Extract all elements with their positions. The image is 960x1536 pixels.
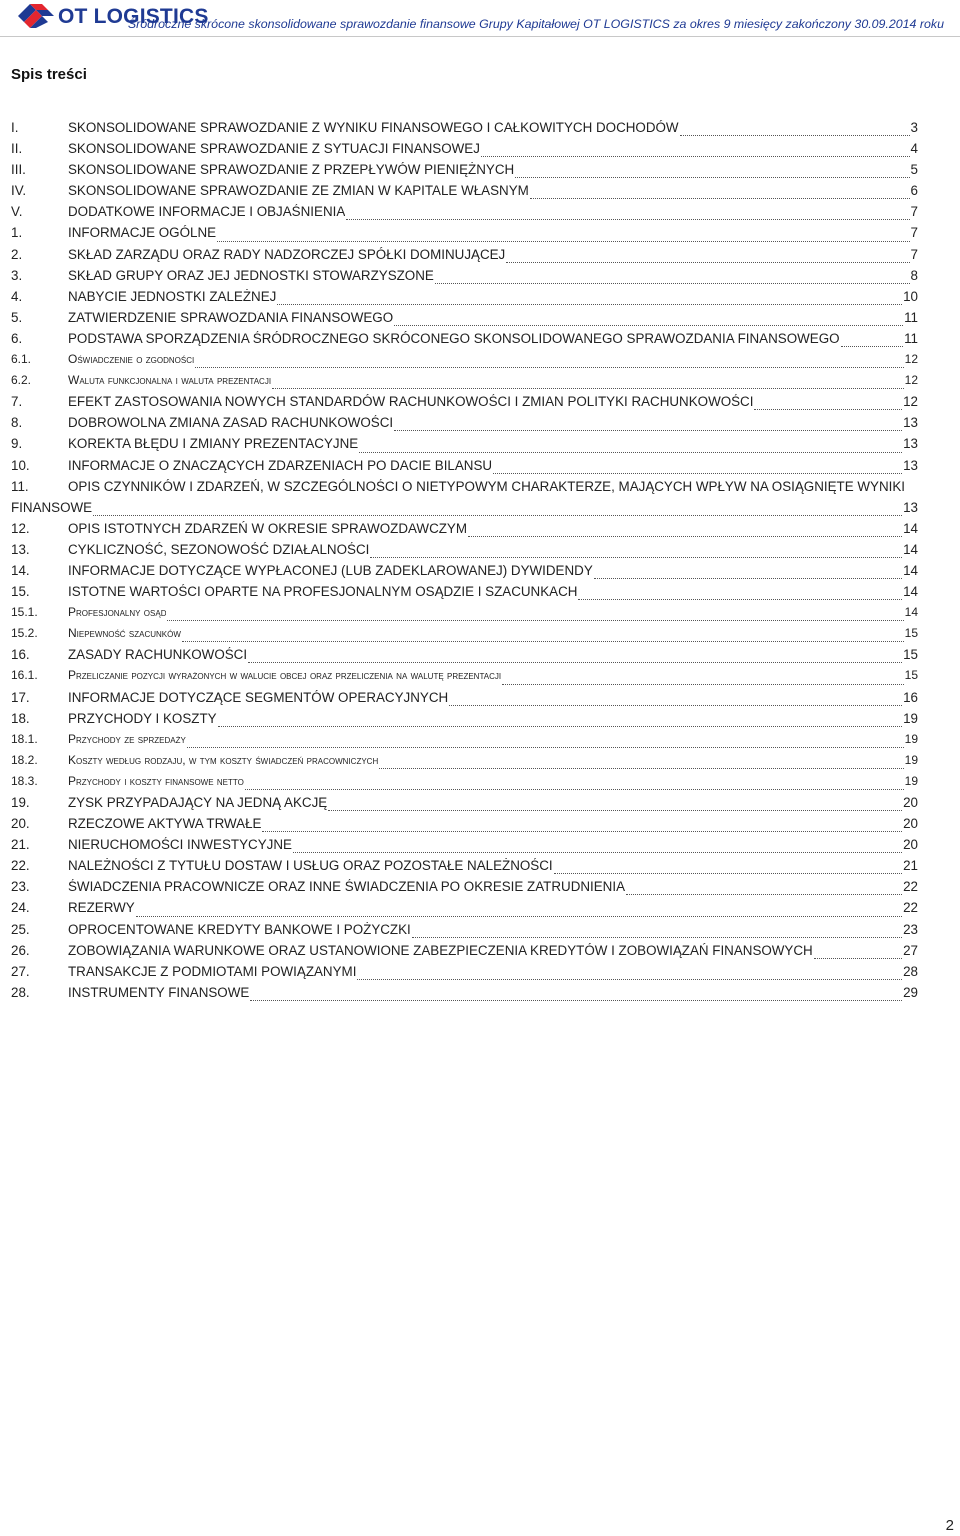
toc-entry-page[interactable]: 6 (910, 183, 918, 199)
toc-entry[interactable] (11, 711, 918, 732)
toc-leader-dots (841, 346, 904, 347)
toc-leader-dots (814, 958, 902, 959)
toc-entry-page[interactable]: 13 (903, 415, 918, 431)
toc-entry-number: 17. (11, 689, 30, 705)
toc-entry-title[interactable]: OPIS CZYNNIKÓW I ZDARZEŃ, W SZCZEGÓLNOŚCI O NIETYPOWYM CHARAKTERZE, MAJĄCYCH WPŁYW NA OSIĄGNIĘTE WYNIKI (68, 478, 905, 494)
toc-entry[interactable] (11, 331, 918, 352)
toc-entry-number: 15.2. (11, 626, 38, 641)
toc-entry-number: 8. (11, 415, 23, 431)
toc-entry-page[interactable]: 19 (904, 773, 918, 788)
toc-entry[interactable] (11, 521, 918, 542)
toc-leader-dots (515, 177, 909, 178)
toc-leader-dots (680, 135, 910, 136)
toc-entry-page[interactable]: 20 (903, 816, 918, 832)
toc-entry-number: 16.1. (11, 668, 38, 683)
toc-leader-dots (481, 156, 910, 157)
toc-entry-page[interactable]: 13 (903, 436, 918, 452)
toc-leader-dots (182, 641, 904, 642)
toc-entry-title[interactable]: Niepewność szacunków (68, 626, 181, 641)
toc-leader-dots (435, 283, 910, 284)
toc-entry-title[interactable]: SKONSOLIDOWANE SPRAWOZDANIE Z WYNIKU FINANSOWEGO I CAŁKOWITYCH DOCHODÓW (68, 120, 679, 135)
toc-entry-page[interactable]: 11 (904, 309, 918, 325)
toc-leader-dots (195, 367, 903, 368)
toc-entry[interactable] (11, 647, 918, 668)
toc-entry[interactable] (11, 120, 918, 141)
toc-entry-number: 28. (11, 984, 30, 1000)
toc-entry[interactable] (11, 985, 918, 1006)
toc-leader-dots (346, 219, 909, 220)
toc-entry[interactable] (11, 415, 918, 436)
toc-entry[interactable] (11, 879, 918, 900)
toc-leader-dots (262, 831, 902, 832)
toc-entry-number: 9. (11, 436, 23, 452)
toc-entry-title[interactable]: SKONSOLIDOWANE SPRAWOZDANIE Z SYTUACJI FINANSOWEJ (68, 141, 480, 157)
toc-entry[interactable] (11, 795, 918, 816)
toc-entry[interactable] (11, 204, 918, 225)
toc-entry-page[interactable]: 15 (904, 626, 918, 641)
toc-entry-number: 6.2. (11, 373, 32, 388)
toc-entry-title[interactable]: Przychody i koszty finansowe netto (68, 773, 244, 788)
toc-entry-page[interactable]: 11 (904, 330, 918, 346)
toc-entry[interactable] (11, 162, 918, 183)
toc-entry-title[interactable]: Profesjonalny osąd (68, 605, 167, 620)
toc-entry-number: 15.1. (11, 605, 38, 620)
toc-entry-number: 26. (11, 942, 30, 958)
logo-text: OT LOGISTICS (58, 4, 209, 28)
toc-entry-page[interactable]: 21 (903, 858, 918, 874)
toc-entry-page[interactable]: 22 (903, 879, 918, 895)
toc-leader-dots (136, 916, 902, 917)
table-of-contents (11, 120, 918, 1006)
toc-leader-dots (218, 726, 903, 727)
toc-entry-number: 25. (11, 921, 30, 937)
toc-entry-number: 1. (11, 225, 23, 241)
toc-entry-page[interactable]: 15 (904, 668, 918, 683)
toc-entry-number: 3. (11, 267, 23, 283)
toc-entry[interactable] (11, 584, 918, 605)
toc-entry-page[interactable]: 19 (904, 752, 918, 767)
toc-leader-dots (449, 705, 902, 706)
toc-entry-number: III. (11, 162, 26, 178)
toc-leader-dots (394, 430, 902, 431)
toc-entry-title[interactable]: OPROCENTOWANE KREDYTY BANKOWE I POŻYCZKI (68, 921, 411, 937)
page-number: 2 (945, 1517, 954, 1534)
toc-subentry[interactable] (11, 373, 918, 394)
toc-entry[interactable] (11, 310, 918, 331)
toc-entry-title[interactable]: NABYCIE JEDNOSTKI ZALEŻNEJ (68, 288, 277, 304)
toc-entry-page[interactable]: 14 (903, 584, 918, 600)
toc-entry-number: 10. (11, 457, 30, 473)
toc-entry-page[interactable]: 12 (904, 352, 918, 367)
toc-entry-title[interactable]: SKONSOLIDOWANE SPRAWOZDANIE ZE ZMIAN W KAPITALE WŁASNYM (68, 183, 529, 199)
toc-entry-number: 20. (11, 816, 30, 832)
toc-entry-number: 27. (11, 963, 30, 979)
toc-entry[interactable] (11, 458, 918, 479)
toc-entry-page[interactable]: 5 (910, 162, 918, 178)
toc-entry[interactable] (11, 247, 918, 268)
toc-entry-title[interactable]: ZOBOWIĄZANIA WARUNKOWE ORAZ USTANOWIONE ZABEZPIECZENIA KREDYTÓW I ZOBOWIĄZAŃ FINANSOWYCH (68, 942, 813, 958)
toc-entry-page[interactable]: 27 (903, 942, 918, 958)
toc-entry[interactable] (11, 268, 918, 289)
page-header (0, 0, 960, 37)
ot-logistics-logo-icon (16, 2, 56, 30)
toc-entry-title[interactable]: ISTOTNE WARTOŚCI OPARTE NA PROFESJONALNYM OSĄDZIE I SZACUNKACH (68, 584, 578, 600)
toc-entry-page[interactable]: 28 (903, 963, 918, 979)
document-header-title: Śródroczne skrócone skonsolidowane sprawozdanie finansowe Grupy Kapitałowej OT LOGISTICS za okres 9 miesięcy zakończony 30.09.2014 roku (127, 17, 944, 31)
toc-leader-dots (554, 873, 902, 874)
toc-entry-number: 5. (11, 309, 23, 325)
toc-leader-dots (217, 241, 909, 242)
toc-entry-title[interactable]: INFORMACJE OGÓLNE (68, 225, 217, 241)
toc-entry-title[interactable]: EFEKT ZASTOSOWANIA NOWYCH STANDARDÓW RACHUNKOWOŚCI I ZMIAN POLITYKI RACHUNKOWOŚCI (68, 394, 754, 410)
toc-leader-dots (293, 852, 902, 853)
toc-entry-title[interactable]: DOBROWOLNA ZMIANA ZASAD RACHUNKOWOŚCI (68, 415, 394, 431)
toc-leader-dots (357, 979, 902, 980)
toc-entry-title[interactable]: PRZYCHODY I KOSZTY (68, 710, 217, 726)
toc-entry-page[interactable]: 7 (910, 204, 918, 220)
toc-entry-title[interactable]: TRANSAKCJE Z PODMIOTAMI POWIĄZANYMI (68, 963, 357, 979)
toc-entry-page[interactable]: 20 (903, 795, 918, 810)
toc-entry-number: I. (11, 120, 19, 135)
toc-entry[interactable] (11, 943, 918, 964)
toc-entry-page[interactable]: 16 (903, 689, 918, 705)
toc-leader-dots (530, 198, 910, 199)
toc-entry-page[interactable]: 14 (903, 541, 918, 557)
toc-subentry[interactable] (11, 668, 918, 689)
toc-entry-title[interactable]: INSTRUMENTY FINANSOWE (68, 984, 250, 1000)
toc-leader-dots (250, 1000, 902, 1001)
toc-entry-title[interactable]: INFORMACJE O ZNACZĄCYCH ZDARZENIACH PO DACIE BILANSU (68, 457, 493, 473)
toc-entry-title[interactable]: PODSTAWA SPORZĄDZENIA ŚRÓDROCZNEGO SKRÓCONEGO SKONSOLIDOWANEGO SPRAWOZDANIA FINANSOWEGO (68, 330, 840, 346)
toc-entry-title[interactable]: ZATWIERDZENIE SPRAWOZDANIA FINANSOWEGO (68, 309, 394, 325)
toc-subentry[interactable] (11, 605, 918, 626)
toc-entry[interactable] (11, 289, 918, 310)
toc-entry-page[interactable]: 14 (903, 562, 918, 578)
toc-entry-number: 18. (11, 710, 30, 726)
toc-entry[interactable] (11, 922, 918, 943)
toc-entry-number: 21. (11, 837, 30, 853)
toc-entry[interactable] (11, 479, 918, 521)
toc-entry-title[interactable]: NALEŻNOŚCI Z TYTUŁU DOSTAW I USŁUG ORAZ POZOSTAŁE NALEŻNOŚCI (68, 858, 553, 874)
toc-entry-title[interactable]: Koszty według rodzaju, w tym koszty świadczeń pracowniczych (68, 752, 379, 767)
toc-entry[interactable] (11, 436, 918, 457)
toc-leader-dots (578, 599, 902, 600)
toc-entry-page[interactable]: 23 (903, 921, 918, 937)
toc-entry[interactable] (11, 837, 918, 858)
toc-entry-page[interactable]: 14 (904, 605, 918, 620)
toc-entry-page[interactable]: 13 (903, 457, 918, 473)
toc-entry-title[interactable]: Oświadczenie o zgodności (68, 352, 195, 367)
toc-entry-number: 18.3. (11, 773, 38, 788)
toc-subentry[interactable] (11, 352, 918, 373)
toc-entry-title-continued[interactable]: FINANSOWE (11, 499, 93, 515)
toc-entry-title[interactable]: ZYSK PRZYPADAJĄCY NA JEDNĄ AKCJĘ (68, 795, 328, 810)
toc-entry[interactable] (11, 816, 918, 837)
toc-entry-page[interactable]: 4 (910, 141, 918, 157)
toc-entry-number: 18.1. (11, 731, 38, 746)
toc-entry-title[interactable]: OPIS ISTOTNYCH ZDARZEŃ W OKRESIE SPRAWOZDAWCZYM (68, 520, 468, 536)
toc-entry-number: 23. (11, 879, 30, 895)
toc-leader-dots (506, 262, 909, 263)
toc-entry-number: 12. (11, 520, 30, 536)
toc-subentry[interactable] (11, 753, 918, 774)
toc-leader-dots (754, 409, 902, 410)
toc-entry[interactable] (11, 964, 918, 985)
toc-entry[interactable] (11, 141, 918, 162)
toc-entry-number: V. (11, 204, 23, 220)
toc-leader-dots (412, 937, 902, 938)
toc-entry-number: 22. (11, 858, 30, 874)
toc-entry-page[interactable]: 13 (903, 499, 918, 515)
toc-entry-number: 7. (11, 394, 23, 410)
toc-entry-page[interactable]: 19 (903, 710, 918, 726)
toc-entry-number: 6. (11, 330, 23, 346)
toc-entry-title[interactable]: ŚWIADCZENIA PRACOWNICZE ORAZ INNE ŚWIADCZENIA PO OKRESIE ZATRUDNIENIA (68, 879, 626, 895)
toc-leader-dots (594, 578, 902, 579)
toc-entry-page[interactable]: 7 (910, 246, 918, 262)
toc-entry-page[interactable]: 12 (903, 394, 918, 410)
toc-entry[interactable] (11, 858, 918, 879)
toc-entry-number: 15. (11, 584, 30, 600)
toc-entry-title[interactable]: ZASADY RACHUNKOWOŚCI (68, 647, 248, 663)
toc-entry[interactable] (11, 394, 918, 415)
toc-entry-number: II. (11, 141, 23, 157)
toc-entry[interactable] (11, 690, 918, 711)
toc-entry-number: 18.2. (11, 752, 38, 767)
toc-entry-title[interactable]: INFORMACJE DOTYCZĄCE SEGMENTÓW OPERACYJNYCH (68, 689, 449, 705)
toc-entry[interactable] (11, 542, 918, 563)
toc-leader-dots (245, 789, 904, 790)
toc-entry-page[interactable]: 19 (904, 731, 918, 746)
toc-entry[interactable] (11, 563, 918, 584)
toc-entry-title[interactable]: REZERWY (68, 900, 135, 916)
toc-heading: Spis treści (11, 66, 87, 83)
toc-leader-dots (187, 747, 904, 748)
toc-entry-page[interactable]: 7 (910, 225, 918, 241)
toc-leader-dots (359, 452, 902, 453)
toc-leader-dots (502, 684, 904, 685)
toc-entry-number: 19. (11, 795, 30, 810)
toc-entry-page[interactable]: 15 (903, 647, 918, 663)
toc-entry-number: 4. (11, 288, 23, 304)
toc-leader-dots (328, 810, 902, 811)
toc-leader-dots (379, 768, 903, 769)
toc-leader-dots (493, 473, 902, 474)
toc-entry-title[interactable]: SKŁAD GRUPY ORAZ JEJ JEDNOSTKI STOWARZYSZONE (68, 267, 434, 283)
toc-entry-number: 11. (11, 478, 29, 494)
toc-entry-title[interactable]: Przychody ze sprzedaży (68, 731, 186, 746)
toc-entry-page[interactable]: 29 (903, 984, 918, 1000)
toc-entry-number: 14. (11, 562, 30, 578)
toc-entry-number: 24. (11, 900, 30, 916)
toc-entry-title[interactable]: KOREKTA BŁĘDU I ZMIANY PREZENTACYJNE (68, 436, 359, 452)
toc-leader-dots (93, 515, 902, 516)
toc-entry-title[interactable]: SKŁAD ZARZĄDU ORAZ RADY NADZORCZEJ SPÓŁKI DOMINUJĄCEJ (68, 246, 506, 262)
toc-entry-page[interactable]: 22 (903, 900, 918, 916)
toc-entry-page[interactable]: 12 (904, 373, 918, 388)
toc-leader-dots (167, 620, 903, 621)
toc-entry-title[interactable]: SKONSOLIDOWANE SPRAWOZDANIE Z PRZEPŁYWÓW PIENIĘŻNYCH (68, 162, 515, 178)
toc-entry-number: 2. (11, 246, 23, 262)
toc-leader-dots (370, 557, 902, 558)
toc-entry-page[interactable]: 3 (910, 120, 918, 135)
toc-entry-number: IV. (11, 183, 27, 199)
toc-leader-dots (626, 894, 902, 895)
toc-entry-page[interactable]: 20 (903, 837, 918, 853)
toc-entry-title[interactable]: INFORMACJE DOTYCZĄCE WYPŁACONEJ (LUB ZADEKLAROWANEJ) DYWIDENDY (68, 562, 593, 578)
toc-entry-title[interactable]: RZECZOWE AKTYWA TRWAŁE (68, 816, 262, 832)
toc-entry-title[interactable]: Waluta funkcjonalna i waluta prezentacji (68, 373, 272, 388)
toc-entry-page[interactable]: 8 (910, 267, 918, 283)
toc-leader-dots (277, 304, 902, 305)
toc-subentry[interactable] (11, 626, 918, 647)
toc-entry-page[interactable]: 14 (903, 520, 918, 536)
toc-entry[interactable] (11, 183, 918, 204)
toc-entry-number: 16. (11, 647, 30, 663)
toc-subentry[interactable] (11, 774, 918, 795)
toc-subentry[interactable] (11, 732, 918, 753)
toc-leader-dots (394, 325, 903, 326)
toc-entry[interactable] (11, 900, 918, 921)
toc-entry[interactable] (11, 225, 918, 246)
toc-entry-title[interactable]: Przeliczanie pozycji wyrażonych w walucie obcej oraz przeliczenia na walutę prezentacji (68, 668, 502, 683)
toc-entry-title[interactable]: DODATKOWE INFORMACJE I OBJAŚNIENIA (68, 204, 346, 220)
toc-entry-title[interactable]: CYKLICZNOŚĆ, SEZONOWOŚĆ DZIAŁALNOŚCI (68, 541, 370, 557)
toc-entry-page[interactable]: 10 (903, 288, 918, 304)
toc-entry-number: 6.1. (11, 352, 32, 367)
toc-leader-dots (468, 536, 902, 537)
toc-entry-title[interactable]: NIERUCHOMOŚCI INWESTYCYJNE (68, 837, 292, 853)
toc-entry-number: 13. (11, 541, 30, 557)
toc-leader-dots (272, 388, 904, 389)
toc-leader-dots (248, 662, 902, 663)
